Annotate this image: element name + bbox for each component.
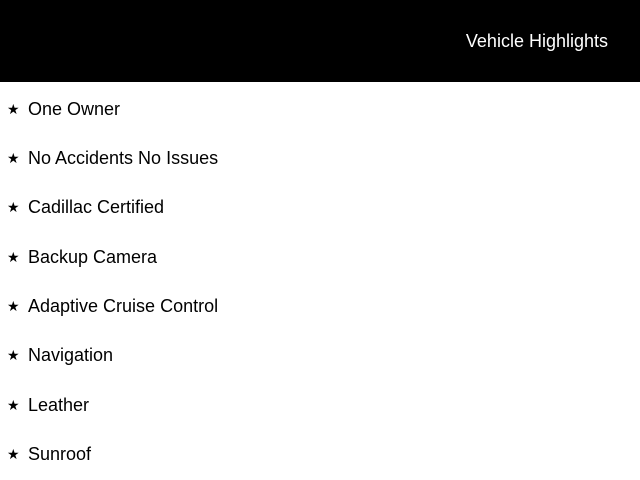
star-icon: ★ [7, 150, 20, 166]
list-item [0, 441, 640, 471]
highlight-label: Leather [28, 395, 90, 415]
list-item [0, 392, 640, 422]
star-icon: ★ [7, 397, 20, 413]
highlight-label: One Owner [28, 99, 121, 119]
list-item [0, 194, 640, 224]
highlight-label: Navigation [28, 345, 114, 365]
star-icon: ★ [7, 298, 20, 314]
highlight-label: Cadillac Certified [28, 197, 165, 217]
highlight-label: Sunroof [28, 444, 92, 464]
list-item [0, 342, 640, 372]
star-icon: ★ [7, 199, 20, 215]
star-icon: ★ [7, 101, 20, 117]
highlight-label: No Accidents No Issues [28, 148, 219, 168]
highlights-header [0, 0, 640, 82]
star-icon: ★ [7, 249, 20, 265]
header-title: Vehicle Highlights [465, 31, 608, 51]
star-icon: ★ [7, 347, 20, 363]
star-icon: ★ [7, 446, 20, 462]
highlight-label: Backup Camera [28, 247, 158, 267]
list-item [0, 244, 640, 274]
highlight-label: Adaptive Cruise Control [28, 296, 219, 316]
list-item [0, 96, 640, 126]
list-item [0, 145, 640, 175]
list-item [0, 293, 640, 323]
